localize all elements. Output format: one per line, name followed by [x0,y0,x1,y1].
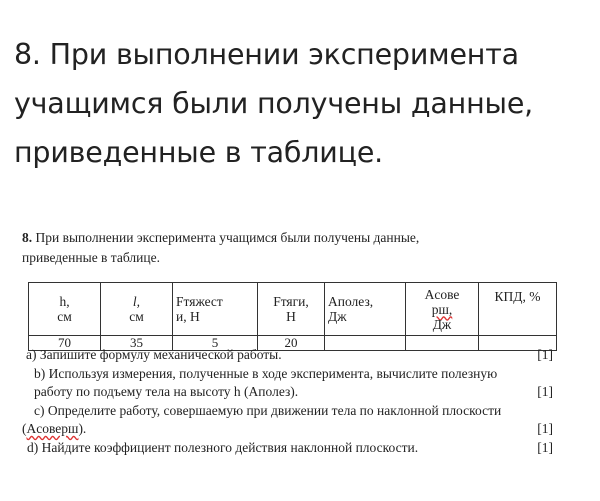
intro-line-1: При выполнении эксперимента учащимся были получены данные, [35,230,420,245]
task-list [22,346,553,457]
table-header-row [29,283,557,336]
task-b-line-1: b) Используя измерения, полученные в ходе эксперимента, вычислите полезную [34,365,498,381]
header-l: l, см [101,283,173,336]
header-a-useful: Aполез, Дж [325,283,406,336]
task-c-points: [1] [537,421,553,436]
header-f-traction: Fтяги, Н [258,283,325,336]
value-h: 70 [29,336,101,351]
intro-line-2: приведенные в таблице. [22,250,160,265]
header-h: h, см [29,283,101,336]
task-a-points: [1] [537,347,553,362]
task-d-text: d) Найдите коэффициент полезного действия наклонной плоскости. [27,439,419,455]
value-l: 35 [101,336,173,351]
heading-line-1: 8. При выполнении эксперимента [14,38,519,71]
header-efficiency: КПД, % [479,283,557,336]
task-c-line-1: c) Определите работу, совершаемую при движении тела по наклонной плоскости [34,402,502,418]
task-a-text: a) Запишите формулу механической работы. [26,347,282,362]
scanned-task-image [0,222,600,501]
heading-line-3: приведенные в таблице. [14,136,384,169]
task-b [22,365,553,402]
task-b-points: [1] [537,384,553,399]
question-heading [14,30,594,177]
task-c: c) Определите работу, совершаемую при движении тела по наклонной плоскости (Aсоверш). [1] [22,402,550,439]
header-a-total: Aсове рш, Дж [406,283,479,336]
task-b-line-2: работу по подъему тела на высоту h (Aполез). [34,384,299,399]
task-a [22,346,553,365]
experiment-table [28,282,557,351]
task-d [22,439,553,458]
task-d-points: [1] [537,439,553,455]
task-number: 8. [22,230,33,245]
value-f-traction: 20 [258,336,325,351]
heading-line-2: учащимся были получены данные, [14,87,534,120]
task-intro [22,228,419,268]
header-f-gravity: Fтяжест и, Н [173,283,258,336]
task-c-symbol: Aсоверш [26,421,79,436]
value-f-gravity: 5 [173,336,258,351]
